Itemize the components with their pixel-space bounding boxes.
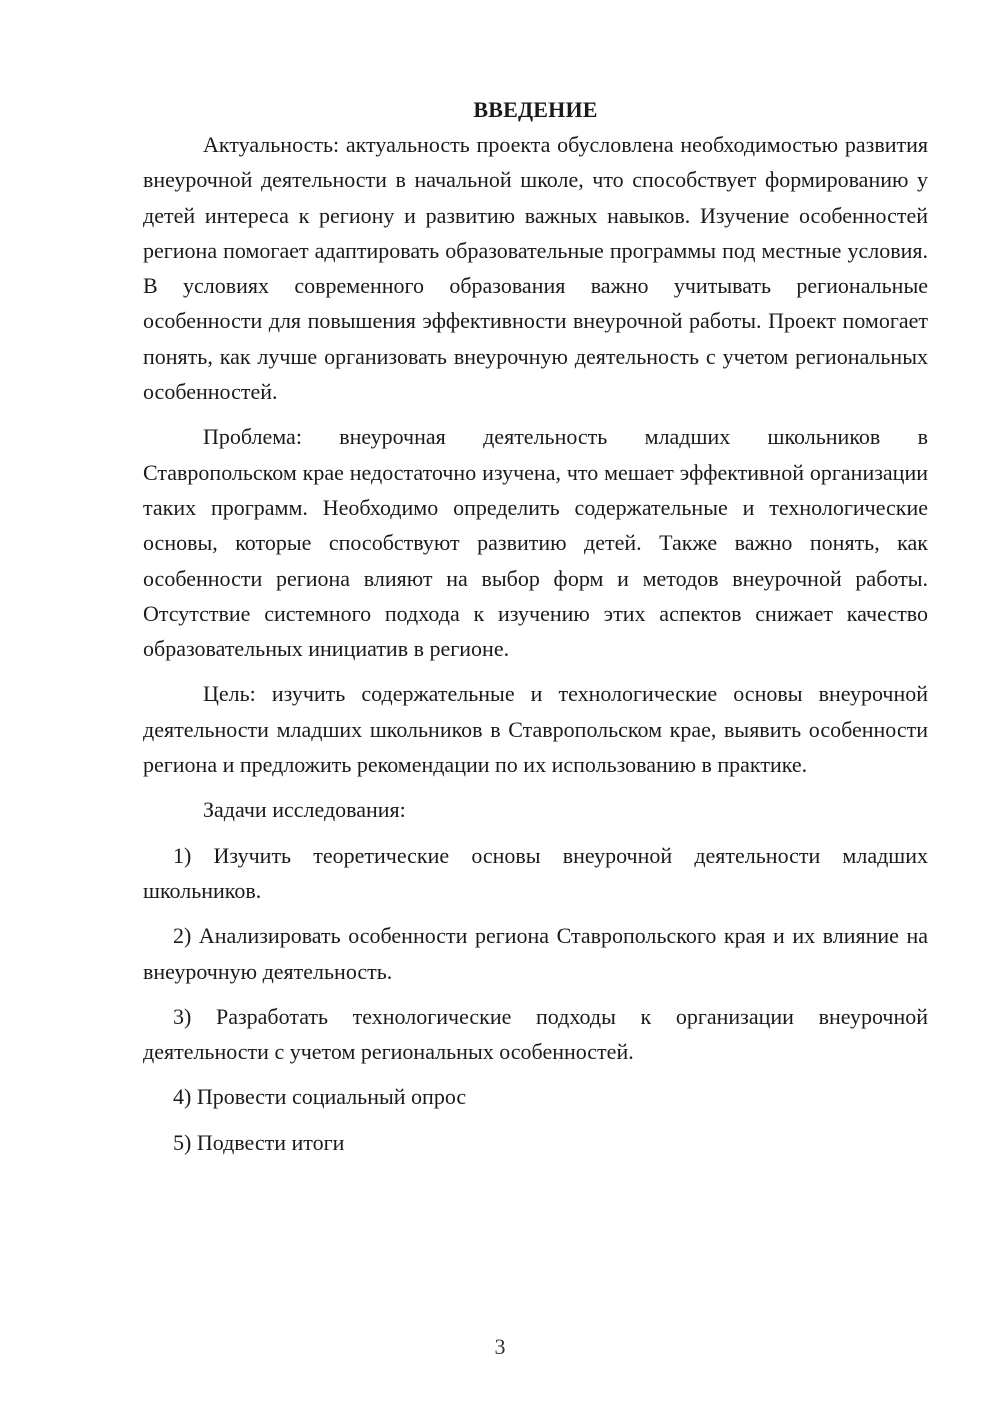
section-title: ВВЕДЕНИЕ: [473, 97, 598, 122]
tasks-list: [143, 838, 928, 1160]
task-item: 2) Анализировать особенности региона Ставропольского края и их влияние на внеурочную деятельность.: [143, 923, 928, 984]
paragraph-relevance: Актуальность: актуальность проекта обусловлена необходимостью развития внеурочной деятельности в начальной школе, что способствует формированию у детей интереса к региону и развитию важных навыков. Изучение особенностей региона помогает адаптировать образовательные программы под местные условия. В условиях современного образования важно учитывать региональные особенности для повышения эффективности внеурочной работы. Проект помогает понять, как лучше организовать внеурочную деятельность с учетом региональных особенностей.: [143, 132, 928, 405]
task-item: 5) Подвести итоги: [173, 1129, 345, 1155]
paragraph-problem: Проблема: внеурочная деятельность младших школьников в Ставропольском крае недостаточно изучена, что мешает эффективной организации таких программ. Необходимо определить содержательные и технологические основы, которые способствуют развитию детей. Также важно понять, как особенности региона влияют на выбор форм и методов внеурочной работы. Отсутствие системного подхода к изучению этих аспектов снижает качество образовательных инициатив в регионе.: [143, 424, 928, 662]
task-item: 1) Изучить теоретические основы внеурочной деятельности младших школьников.: [143, 842, 928, 903]
document-page: [143, 92, 928, 1160]
tasks-heading: Задачи исследования:: [203, 797, 406, 823]
page-number: 3: [494, 1334, 506, 1359]
paragraph-goal: Цель: изучить содержательные и технологические основы внеурочной деятельности младших школьников в Ставропольском крае, выявить особенности региона и предложить рекомендации по их использованию в практике.: [143, 681, 928, 778]
task-item: 4) Провести социальный опрос: [173, 1084, 467, 1110]
task-item: 3) Разработать технологические подходы к организации внеурочной деятельности с учетом региональных особенностей.: [143, 1003, 928, 1065]
